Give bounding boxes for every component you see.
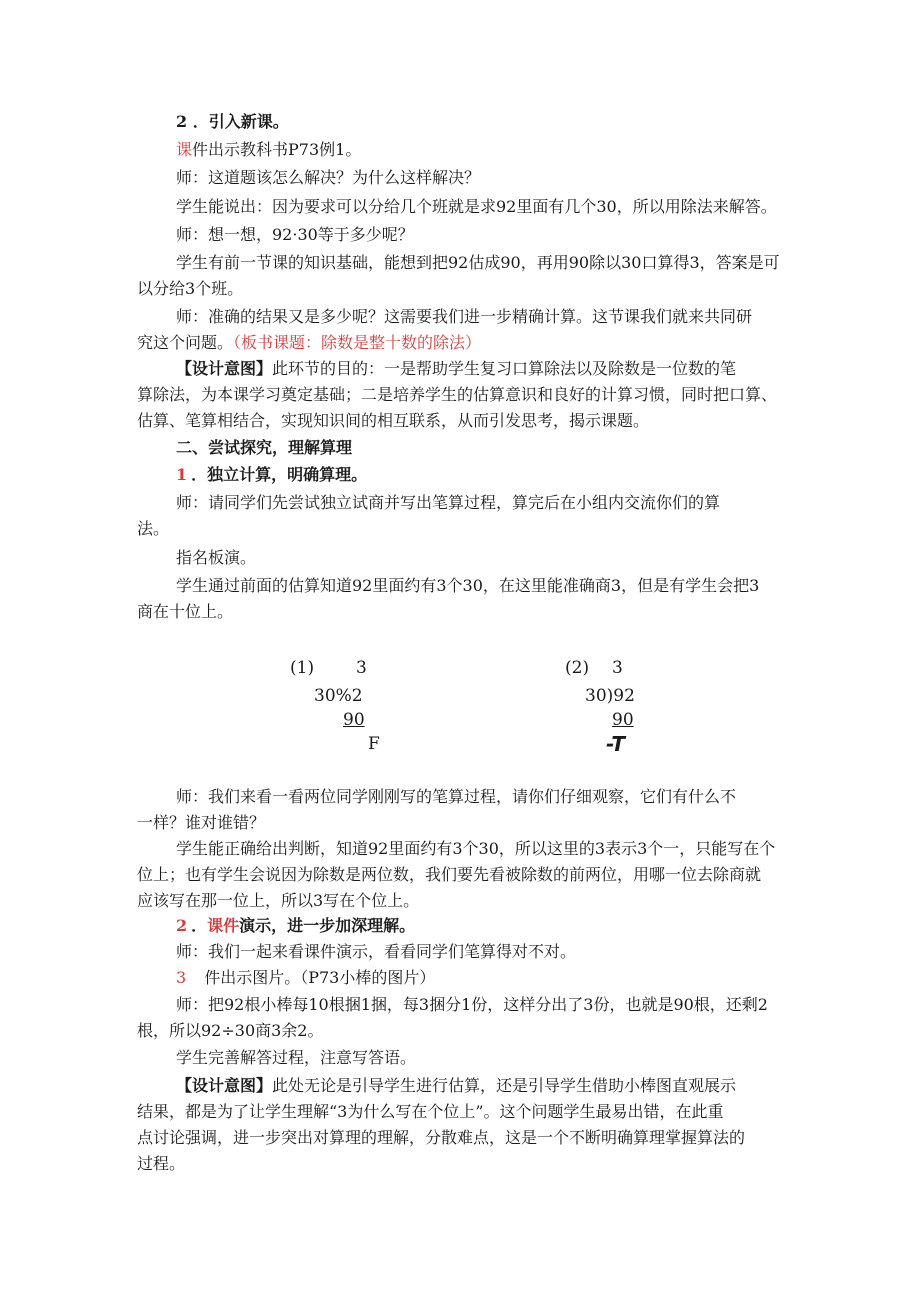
para-judge-line2: 位上；也有学生会说因为除数是两位数，我们要先看被除数的前两位，用哪一位去除商就	[137, 865, 762, 884]
para-complete: 学生完善解答过程，注意写答语。	[176, 1048, 417, 1067]
design-intent-2-line4: 过程。	[137, 1154, 186, 1173]
para-board: 指名板演。	[176, 548, 257, 567]
design-intent-1-line3: 估算、笔算相结合，实现知识间的相互联系，从而引发思考，揭示课题。	[137, 411, 650, 430]
para-sticks-line1: 师：把92根小棒每10根捆1捆，每3捆分1份，这样分出了3份，也就是90根，还剩2	[176, 995, 768, 1014]
para-picture-num: 3	[176, 968, 187, 987]
para-estimate2-line1: 学生通过前面的估算知道92里面约有3个30，在这里能准确商3，但是有学生会把3	[176, 576, 760, 595]
para-estimate-line2: 以分给3个班。	[137, 279, 244, 298]
subheading-demo-text: 演示，进一步加深理解。	[239, 916, 416, 935]
para-teacher-q2: 师：想一想，92·30等于多少呢？	[176, 225, 414, 244]
design-intent-text: 此环节的目的：一是帮助学生复习口算除法以及除数是一位数的笔	[272, 359, 737, 378]
design-intent-2-line2: 结果，都是为了让学生理解“3为什么写在个位上”。这个问题学生最易出错，在此重	[137, 1102, 724, 1121]
red-char: 课	[176, 140, 193, 159]
calc1-label: (1)	[290, 658, 315, 678]
calc2-remainder: -T	[606, 732, 626, 756]
design-intent-2-text: 此处无论是引导学生进行估算，还是引导学生借助小棒图直观展示	[272, 1076, 737, 1095]
para-try-line2: 法。	[137, 519, 170, 538]
section-heading-explore: 二、尝试探究，理解算理	[176, 438, 353, 457]
board-title: （板书课题：除数是整十数的除法）	[233, 333, 482, 352]
para-courseware-text: 件出示教科书P73例1。	[192, 140, 362, 159]
subheading-text: ．独立计算，明确算理。	[191, 465, 368, 484]
calc1-remainder: F	[368, 734, 380, 754]
para-precise-text: 究这个问题。	[137, 333, 234, 352]
calc1-dividend: 30%2	[314, 686, 363, 706]
design-intent-label: 【设计意图】	[176, 359, 273, 378]
design-intent-1-line2: 算除法，为本课学习奠定基础；二是培养学生的估算意识和良好的计算习惯，同时把口算、	[137, 385, 778, 404]
para-picture	[176, 967, 435, 989]
para-observe-line1: 师：我们来看一看两位同学刚刚写的笔算过程，请你们仔细观察，它们有什么不	[176, 787, 737, 806]
design-intent-1-line1	[176, 358, 736, 380]
calc1-subtract: 90	[343, 710, 365, 730]
para-courseware	[176, 139, 361, 161]
subheading-demo	[176, 915, 415, 937]
para-demo: 师：我们一起来看课件演示，看看同学们笔算得对不对。	[176, 942, 577, 961]
calc2-dividend: 30)92	[585, 686, 635, 706]
para-sticks-line2: 根，所以92÷30商3余2。	[137, 1021, 324, 1040]
calc2-subtract: 90	[612, 710, 634, 730]
para-observe-line2: 一样？谁对谁错？	[137, 813, 266, 832]
para-try-line1: 师：请同学们先尝试独立试商并写出笔算过程，算完后在小组内交流你们的算	[176, 493, 721, 512]
para-estimate2-line2: 商在十位上。	[137, 602, 234, 621]
calc2-quotient: 3	[612, 658, 623, 678]
heading-intro	[176, 111, 289, 133]
calc2-label: (2)	[565, 658, 590, 678]
para-teacher-q1: 师：这道题该怎么解决？为什么这样解决？	[176, 168, 481, 187]
para-student-answer: 学生能说出：因为要求可以分给几个班就是求92里面有几个30，所以用除法来解答。	[176, 197, 777, 216]
calc1-quotient: 3	[356, 658, 367, 678]
para-precise-line1: 师：准确的结果又是多少呢？这需要我们进一步精确计算。这节课我们就来共同研	[176, 307, 753, 326]
subheading-demo-red: 课件	[207, 916, 240, 935]
para-precise-line2	[137, 332, 481, 354]
heading-intro-num: 2	[176, 112, 188, 131]
subheading-num: 1	[176, 465, 188, 484]
para-picture-text: 件出示图片。（P73小棒的图片）	[204, 968, 436, 987]
subheading-independent	[176, 464, 367, 486]
design-intent-2-label: 【设计意图】	[176, 1076, 273, 1095]
design-intent-2-line1	[176, 1075, 736, 1097]
para-judge-line1: 学生能正确给出判断，知道92里面约有3个30，所以这里的3表示3个一，只能写在个	[176, 839, 776, 858]
design-intent-2-line3: 点讨论强调，进一步突出对算理的理解，分散难点，这是一个不断明确算理掌握算法的	[137, 1128, 746, 1147]
para-estimate-line1: 学生有前一节课的知识基础，能想到把92估成90，再用90除以30口算得3，答案是可	[176, 253, 780, 272]
subheading-demo-dot: ．	[191, 916, 208, 935]
subheading-demo-num: 2	[176, 916, 188, 935]
heading-intro-text: ．引入新课。	[192, 112, 289, 131]
para-judge-line3: 应该写在那一位上，所以3写在个位上。	[137, 891, 420, 910]
